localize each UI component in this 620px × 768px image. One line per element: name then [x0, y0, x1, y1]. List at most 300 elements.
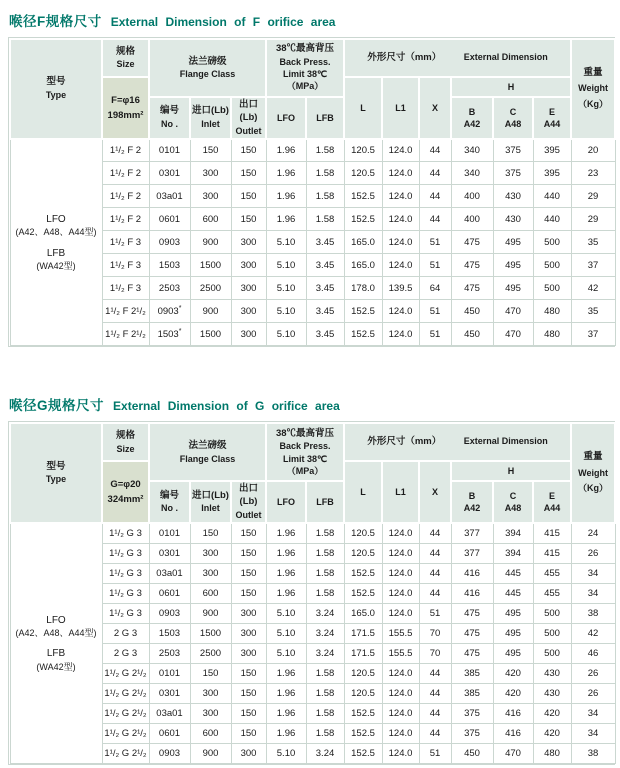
- backpress-line2: Back Press.: [279, 57, 331, 68]
- cell: 480: [533, 743, 571, 763]
- cell: 1¹/₂ G 2¹/₂: [102, 703, 149, 723]
- extdim-label-en: External Dimension: [463, 436, 548, 447]
- size-label-en: Size: [116, 59, 135, 70]
- c-sub-label: A48: [504, 503, 522, 514]
- cell: 124.0: [382, 563, 419, 583]
- cell: 150: [231, 162, 266, 185]
- cell: 450: [451, 323, 493, 346]
- cell: 300: [190, 703, 231, 723]
- type-group: [11, 647, 102, 673]
- g-orifice-section: [8, 394, 613, 764]
- cell: 1500: [190, 254, 231, 277]
- cell: 120.5: [344, 683, 382, 703]
- cell: 416: [451, 563, 493, 583]
- col-header-b-a42: [451, 481, 493, 523]
- cell: 20: [571, 139, 615, 162]
- cell: 500: [533, 643, 571, 663]
- cell: 124.0: [382, 743, 419, 763]
- cell: 3.45: [306, 323, 344, 346]
- f-orifice-spec-table: [9, 38, 616, 346]
- cell: 430: [533, 683, 571, 703]
- cell: 0903: [149, 603, 190, 623]
- no-label-zh: 编号: [159, 489, 179, 501]
- extdim-label-en: External Dimension: [463, 52, 548, 63]
- cell: 64: [419, 277, 451, 300]
- cell: 124.0: [382, 208, 419, 231]
- cell: 38: [571, 603, 615, 623]
- type-label-zh: 型号: [46, 76, 66, 88]
- cell: 300: [231, 603, 266, 623]
- cell: 124.0: [382, 663, 419, 683]
- cell: 44: [419, 723, 451, 743]
- f-title-zh: 喉径F规格尺寸: [9, 14, 102, 29]
- cell: 70: [419, 643, 451, 663]
- type-label-zh: 型号: [46, 460, 66, 472]
- cell: 300: [231, 743, 266, 763]
- cell: 150: [231, 663, 266, 683]
- cell: 152.5: [344, 703, 382, 723]
- col-header-type: [10, 39, 102, 139]
- cell: 1¹/₂ F 2: [102, 162, 149, 185]
- e-sub-label: A44: [543, 118, 561, 129]
- cell: 1.58: [306, 543, 344, 563]
- cell: 152.5: [344, 723, 382, 743]
- cell: 51: [419, 231, 451, 254]
- type-group-name: LFO: [46, 614, 66, 626]
- cell: 495: [493, 277, 533, 300]
- cell: 0903: [149, 743, 190, 763]
- cell: 1.96: [266, 543, 306, 563]
- cell: 120.5: [344, 162, 382, 185]
- backpress-line4: （MPa）: [286, 465, 324, 476]
- cell: 1.96: [266, 185, 306, 208]
- cell: 420: [533, 723, 571, 743]
- cell: 400: [451, 208, 493, 231]
- cell: 124.0: [382, 139, 419, 162]
- cell: 03a01: [149, 563, 190, 583]
- cell: 1.96: [266, 683, 306, 703]
- cell: 3.45: [306, 277, 344, 300]
- cell: 124.0: [382, 185, 419, 208]
- cell: 150: [231, 683, 266, 703]
- cell: 455: [533, 563, 571, 583]
- cell: 300: [231, 300, 266, 323]
- cell: 124.0: [382, 683, 419, 703]
- cell: 171.5: [344, 643, 382, 663]
- col-header-type: [10, 423, 102, 523]
- cell: 1.96: [266, 523, 306, 543]
- cell: 120.5: [344, 139, 382, 162]
- col-header-x: X: [419, 77, 451, 139]
- weight-label-zh: 重量: [583, 66, 603, 78]
- cell: 178.0: [344, 277, 382, 300]
- cell: 300: [231, 254, 266, 277]
- cell: 51: [419, 300, 451, 323]
- cell: 475: [451, 603, 493, 623]
- cell: 44: [419, 583, 451, 603]
- cell: 165.0: [344, 603, 382, 623]
- cell: 51: [419, 254, 451, 277]
- cell: 152.5: [344, 563, 382, 583]
- cell: 150: [231, 139, 266, 162]
- cell: 35: [571, 231, 615, 254]
- type-group-models: (A42、A48、A44型): [15, 628, 97, 639]
- cell: 1¹/₂ F 3: [102, 231, 149, 254]
- cell: 1.58: [306, 723, 344, 743]
- cell: 42: [571, 277, 615, 300]
- backpress-line1: 38℃最高背压: [275, 427, 335, 439]
- cell: 150: [190, 663, 231, 683]
- cell: 385: [451, 663, 493, 683]
- cell: 51: [419, 323, 451, 346]
- cell: 1¹/₂ F 2: [102, 208, 149, 231]
- cell: 1.96: [266, 563, 306, 583]
- cell: 0601: [149, 723, 190, 743]
- cell: 300: [190, 162, 231, 185]
- cell: 420: [533, 703, 571, 723]
- cell: 1.58: [306, 583, 344, 603]
- cell: 34: [571, 563, 615, 583]
- cell: 124.0: [382, 162, 419, 185]
- cell: 38: [571, 743, 615, 763]
- cell: 124.0: [382, 543, 419, 563]
- cell: 150: [190, 139, 231, 162]
- cell: 495: [493, 254, 533, 277]
- g-table-body: [10, 523, 615, 763]
- cell: 34: [571, 723, 615, 743]
- outlet-label-en: Outlet: [235, 509, 262, 520]
- cell: 300: [190, 543, 231, 563]
- cell: 300: [190, 683, 231, 703]
- size-area-value: 324mm²: [107, 494, 144, 506]
- size-label-zh: 规格: [115, 429, 135, 441]
- cell: 394: [493, 523, 533, 543]
- cell: 139.5: [382, 277, 419, 300]
- cell: 430: [493, 185, 533, 208]
- cell: 0101: [149, 523, 190, 543]
- cell: 3.24: [306, 623, 344, 643]
- g-title-en: External Dimension of G orifice area: [113, 399, 340, 414]
- cell: 5.10: [266, 643, 306, 663]
- inlet-label-en: Inlet: [201, 119, 220, 130]
- type-group: [11, 213, 102, 239]
- cell: 150: [231, 185, 266, 208]
- cell: 120.5: [344, 543, 382, 563]
- col-header-outlet: [231, 97, 266, 139]
- cell: 300: [231, 323, 266, 346]
- cell: 44: [419, 543, 451, 563]
- cell: 150: [231, 543, 266, 563]
- cell: 1.96: [266, 703, 306, 723]
- g-table-header: [10, 423, 615, 523]
- type-cell: [10, 139, 102, 346]
- col-header-no: [149, 97, 190, 139]
- cell: 2503: [149, 643, 190, 663]
- cell: 500: [533, 603, 571, 623]
- cell: 1.58: [306, 663, 344, 683]
- table-row: [10, 523, 615, 543]
- cell: 34: [571, 703, 615, 723]
- g-table-title: [9, 394, 613, 414]
- cell: 300: [231, 623, 266, 643]
- weight-unit: （Kg）: [578, 99, 609, 110]
- type-group-name: LFO: [46, 213, 66, 225]
- cell: 5.10: [266, 623, 306, 643]
- size-spec-value: F=φ16: [111, 94, 140, 106]
- cell: 29: [571, 208, 615, 231]
- extdim-label-zh: 外形尺寸（mm）: [367, 52, 442, 64]
- cell: 600: [190, 723, 231, 743]
- col-header-back-press: [266, 39, 344, 97]
- cell: 24: [571, 523, 615, 543]
- e-label: E: [549, 106, 556, 117]
- cell: 400: [451, 185, 493, 208]
- cell: 1¹/₂ F 2: [102, 185, 149, 208]
- col-header-e-a44: [533, 97, 571, 139]
- cell: 152.5: [344, 300, 382, 323]
- cell: 124.0: [382, 603, 419, 623]
- cell: 44: [419, 185, 451, 208]
- c-label: C: [509, 491, 517, 501]
- cell: 416: [493, 703, 533, 723]
- cell: 445: [493, 563, 533, 583]
- cell: 300: [231, 231, 266, 254]
- cell: 44: [419, 663, 451, 683]
- cell: 377: [451, 523, 493, 543]
- type-label-en: Type: [45, 474, 67, 485]
- col-header-outlet: [231, 481, 266, 523]
- cell: 480: [533, 300, 571, 323]
- cell: 1¹/₂ F 2¹/₂: [102, 323, 149, 346]
- cell: 3.45: [306, 300, 344, 323]
- size-label-zh: 规格: [115, 45, 135, 57]
- col-header-weight: [571, 39, 615, 139]
- cell: 5.10: [266, 603, 306, 623]
- col-header-back-press: [266, 423, 344, 481]
- type-group-models: (WA42型): [36, 261, 76, 272]
- e-label: E: [549, 491, 556, 501]
- cell: 455: [533, 583, 571, 603]
- cell: 1.58: [306, 139, 344, 162]
- cell: 450: [451, 300, 493, 323]
- cell: 1¹/₂ G 2¹/₂: [102, 723, 149, 743]
- cell: 1¹/₂ G 3: [102, 563, 149, 583]
- cell: 35: [571, 300, 615, 323]
- cell: 0101: [149, 139, 190, 162]
- cell: 152.5: [344, 743, 382, 763]
- cell: 5.10: [266, 743, 306, 763]
- cell: 1¹/₂ F 2¹/₂: [102, 300, 149, 323]
- cell: 475: [451, 254, 493, 277]
- type-group-name: LFB: [46, 648, 66, 660]
- extdim-label-zh: 外形尺寸（mm）: [367, 436, 442, 448]
- g-orifice-spec-table: [9, 422, 616, 763]
- cell: 470: [493, 743, 533, 763]
- cell: 5.10: [266, 254, 306, 277]
- col-header-lfo: LFO: [266, 481, 306, 523]
- cell: 152.5: [344, 323, 382, 346]
- cell: 3.24: [306, 603, 344, 623]
- cell: 152.5: [344, 208, 382, 231]
- cell: 150: [231, 208, 266, 231]
- cell: 900: [190, 231, 231, 254]
- col-header-lfo: LFO: [266, 97, 306, 139]
- type-label-en: Type: [45, 90, 67, 101]
- cell: 450: [451, 743, 493, 763]
- cell: 124.0: [382, 523, 419, 543]
- cell: 395: [533, 139, 571, 162]
- inlet-label-zh: 进口(Lb): [192, 105, 229, 117]
- size-spec-value: G=φ20: [110, 478, 141, 490]
- col-header-e-a44: [533, 481, 571, 523]
- cell: 300: [190, 185, 231, 208]
- col-header-l: L: [344, 461, 382, 523]
- cell: 377: [451, 543, 493, 563]
- cell: 1¹/₂ F 3: [102, 254, 149, 277]
- cell: 1¹/₂ G 3: [102, 543, 149, 563]
- col-header-flange-class: [149, 39, 266, 97]
- cell: 1¹/₂ F 3: [102, 277, 149, 300]
- cell: 500: [533, 231, 571, 254]
- cell: 1500: [190, 323, 231, 346]
- e-sub-label: A44: [543, 503, 561, 514]
- cell: 475: [451, 643, 493, 663]
- cell: 1500: [190, 623, 231, 643]
- col-header-inlet: [190, 97, 231, 139]
- col-header-x: X: [419, 461, 451, 523]
- b-sub-label: A42: [463, 118, 481, 129]
- flange-label-zh: 法兰磅级: [188, 55, 227, 67]
- cell: 480: [533, 323, 571, 346]
- flange-label-zh: 法兰磅级: [188, 439, 227, 451]
- f-table-title: [9, 10, 613, 30]
- type-group-models: (WA42型): [36, 661, 76, 672]
- cell: 165.0: [344, 254, 382, 277]
- weight-unit: （Kg）: [578, 483, 609, 494]
- cell: 3.24: [306, 743, 344, 763]
- cell: 44: [419, 683, 451, 703]
- col-header-l1: L1: [382, 461, 419, 523]
- cell: 1¹/₂ G 2¹/₂: [102, 663, 149, 683]
- cell: 500: [533, 277, 571, 300]
- cell: 155.5: [382, 623, 419, 643]
- cell: 1.58: [306, 162, 344, 185]
- cell: 900: [190, 603, 231, 623]
- cell: 1¹/₂ G 3: [102, 583, 149, 603]
- cell: 26: [571, 663, 615, 683]
- f-title-en: External Dimension of F orifice area: [110, 15, 336, 29]
- cell: 03a01: [149, 185, 190, 208]
- cell: 445: [493, 583, 533, 603]
- cell: 1¹/₂ G 2¹/₂: [102, 683, 149, 703]
- cell: 375: [493, 162, 533, 185]
- cell: 500: [533, 254, 571, 277]
- cell: 150: [231, 703, 266, 723]
- b-label: B: [468, 106, 476, 117]
- outlet-label-zh: 出口(Lb): [239, 99, 259, 123]
- b-label: B: [468, 491, 476, 501]
- col-header-lfb: LFB: [306, 481, 344, 523]
- cell: 1.58: [306, 523, 344, 543]
- cell: 1.96: [266, 139, 306, 162]
- no-label-zh: 编号: [159, 105, 179, 117]
- cell: 1503*: [149, 323, 190, 346]
- cell: 23: [571, 162, 615, 185]
- size-label-en: Size: [116, 443, 135, 454]
- cell: 495: [493, 643, 533, 663]
- cell: 1.96: [266, 723, 306, 743]
- type-group-models: (A42、A48、A44型): [15, 227, 97, 238]
- cell: 37: [571, 323, 615, 346]
- cell: 120.5: [344, 523, 382, 543]
- flange-label-en: Flange Class: [179, 453, 236, 464]
- backpress-line4: （MPa）: [286, 81, 324, 92]
- cell: 495: [493, 623, 533, 643]
- cell: 5.10: [266, 277, 306, 300]
- cell: 375: [451, 703, 493, 723]
- cell: 152.5: [344, 583, 382, 603]
- size-spec-cell: [102, 461, 149, 523]
- cell: 475: [451, 231, 493, 254]
- cell: 495: [493, 603, 533, 623]
- no-label-en: No .: [161, 119, 178, 130]
- cell: 2503: [149, 277, 190, 300]
- col-header-l1: L1: [382, 77, 419, 139]
- cell: 150: [231, 723, 266, 743]
- cell: 42: [571, 623, 615, 643]
- cell: 430: [493, 208, 533, 231]
- cell: 1.96: [266, 162, 306, 185]
- cell: 2500: [190, 277, 231, 300]
- cell: 0301: [149, 543, 190, 563]
- cell: 1.96: [266, 663, 306, 683]
- cell: 475: [451, 277, 493, 300]
- cell: 124.0: [382, 323, 419, 346]
- cell: 0301: [149, 683, 190, 703]
- cell: 900: [190, 300, 231, 323]
- backpress-line2: Back Press.: [279, 441, 331, 452]
- cell: 495: [493, 231, 533, 254]
- cell: 165.0: [344, 231, 382, 254]
- cell: 44: [419, 703, 451, 723]
- col-header-flange-class: [149, 423, 266, 481]
- cell: 124.0: [382, 300, 419, 323]
- cell: 420: [493, 683, 533, 703]
- cell: 416: [451, 583, 493, 603]
- cell: 385: [451, 683, 493, 703]
- inlet-label-zh: 进口(Lb): [192, 489, 229, 501]
- cell: 900: [190, 743, 231, 763]
- cell: 3.45: [306, 254, 344, 277]
- cell: 470: [493, 300, 533, 323]
- cell: 152.5: [344, 185, 382, 208]
- b-sub-label: A42: [463, 503, 481, 514]
- cell: 150: [190, 523, 231, 543]
- cell: 300: [231, 277, 266, 300]
- cell: 70: [419, 623, 451, 643]
- cell: 124.0: [382, 583, 419, 603]
- cell: 300: [190, 563, 231, 583]
- cell: 1.58: [306, 208, 344, 231]
- table-row: [10, 139, 615, 162]
- f-table-wrapper: [8, 37, 615, 347]
- col-header-l: L: [344, 77, 382, 139]
- g-title-zh: 喉径G规格尺寸: [9, 398, 105, 414]
- col-header-c-a48: [493, 481, 533, 523]
- cell: 03a01: [149, 703, 190, 723]
- backpress-line3: Limit 38℃: [282, 69, 328, 80]
- col-header-b-a42: [451, 97, 493, 139]
